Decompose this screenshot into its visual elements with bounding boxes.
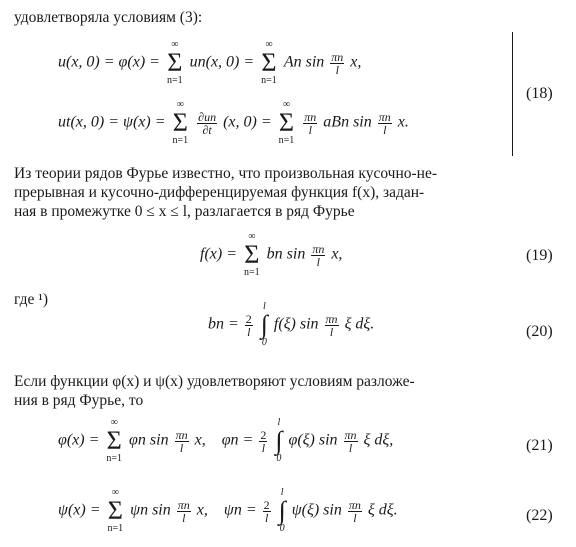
eq22-number: (22): [526, 507, 553, 524]
eq18-number: (18): [526, 85, 553, 102]
fraction: $\frac{\partial un}{\partial t}$: [198, 109, 217, 137]
paragraph-2: Если функции φ(x) и ψ(x) удовлетворяют условиям разложе- ния в ряд Фурье, то: [14, 373, 415, 409]
fraction: $\frac{\pi n}{l}$: [175, 427, 188, 455]
eq18-line1: [58, 40, 361, 86]
fraction: $\frac{2}{l}$: [245, 311, 252, 339]
eq21: φ(x) = ∞ Σ n=1 φn sin $\frac{\pi n}{l}$ x, φn = $\frac{2}{l}$ l ∫ 0 φ(ξ) sin $\frac{\pi n}{l}$ ξ dξ,: [58, 417, 394, 464]
sum-operator: ∞ Σ n=1: [166, 39, 183, 86]
eq21-number: (21): [526, 437, 553, 454]
integral-operator: l ∫ 0: [260, 301, 268, 348]
eq18-line1-tail: x,: [350, 53, 362, 71]
system-brace: [498, 32, 513, 156]
sum-operator: ∞ Σ n=1: [244, 231, 260, 278]
eq18-line2: [58, 100, 409, 146]
eq18-line1-lhs: u(x, 0) = φ(x) =: [58, 53, 160, 71]
fraction: $\frac{\pi n}{l}$: [177, 497, 190, 525]
fraction: $\frac{\pi n}{l}$: [378, 109, 391, 137]
eq18-line2-mid: aBn sin: [323, 113, 372, 131]
fraction: $\frac{\pi n}{l}$: [304, 109, 317, 137]
fraction: $\frac{\pi n}{l}$: [348, 497, 361, 525]
eq19: f(x) = ∞ Σ n=1 bn sin $\frac{\pi n}{l}$ x,: [200, 231, 343, 278]
integral-operator: l ∫ 0: [275, 417, 283, 464]
eq18-line2-tail: x.: [397, 113, 409, 131]
fraction: $\frac{\pi n}{l}$: [331, 49, 344, 77]
fraction: $\frac{2}{l}$: [263, 497, 270, 525]
sum-operator: ∞ Σ n=1: [278, 99, 295, 146]
fraction: $\frac{\pi n}{l}$: [312, 241, 325, 269]
integral-operator: l ∫ 0: [278, 487, 286, 534]
eq18-line1-term2: An sin: [283, 53, 325, 71]
eq20: bn = $\frac{2}{l}$ l ∫ 0 f(ξ) sin $\frac{\pi n}{l}$ ξ dξ.: [208, 301, 375, 348]
eq20-number: (20): [526, 323, 553, 340]
sum-operator: ∞ Σ n=1: [172, 99, 189, 146]
eq18-line2-term1: (x, 0) =: [223, 113, 272, 131]
fraction: $\frac{\pi n}{l}$: [344, 427, 357, 455]
eq22: ψ(x) = ∞ Σ n=1 ψn sin $\frac{\pi n}{l}$ x, ψn = $\frac{2}{l}$ l ∫ 0 ψ(ξ) sin $\frac{\pi n}{l}$ ξ dξ.: [58, 487, 398, 534]
sum-operator: ∞ Σ n=1: [107, 487, 124, 534]
sum-operator: ∞ Σ n=1: [106, 417, 123, 464]
eq19-number: (19): [526, 247, 553, 264]
eq18-line2-lhs: ut(x, 0) = ψ(x) =: [58, 113, 166, 131]
sum-operator: ∞ Σ n=1: [261, 39, 277, 86]
where-text: где ¹): [14, 291, 49, 308]
fraction: $\frac{\pi n}{l}$: [325, 311, 338, 339]
paragraph-1: Из теории рядов Фурье известно, что произвольная кусочно-не- прерывная и кусочно-дифференцируемая функция f(x), задан- ная в промежутке 0 ≤ x ≤ l, разлагается в ряд Фурье: [14, 165, 438, 220]
fraction: $\frac{2}{l}$: [260, 427, 267, 455]
eq18-line1-term1: un(x, 0) =: [189, 53, 255, 71]
intro-text: удовлетворяла условиям (3):: [14, 9, 203, 26]
